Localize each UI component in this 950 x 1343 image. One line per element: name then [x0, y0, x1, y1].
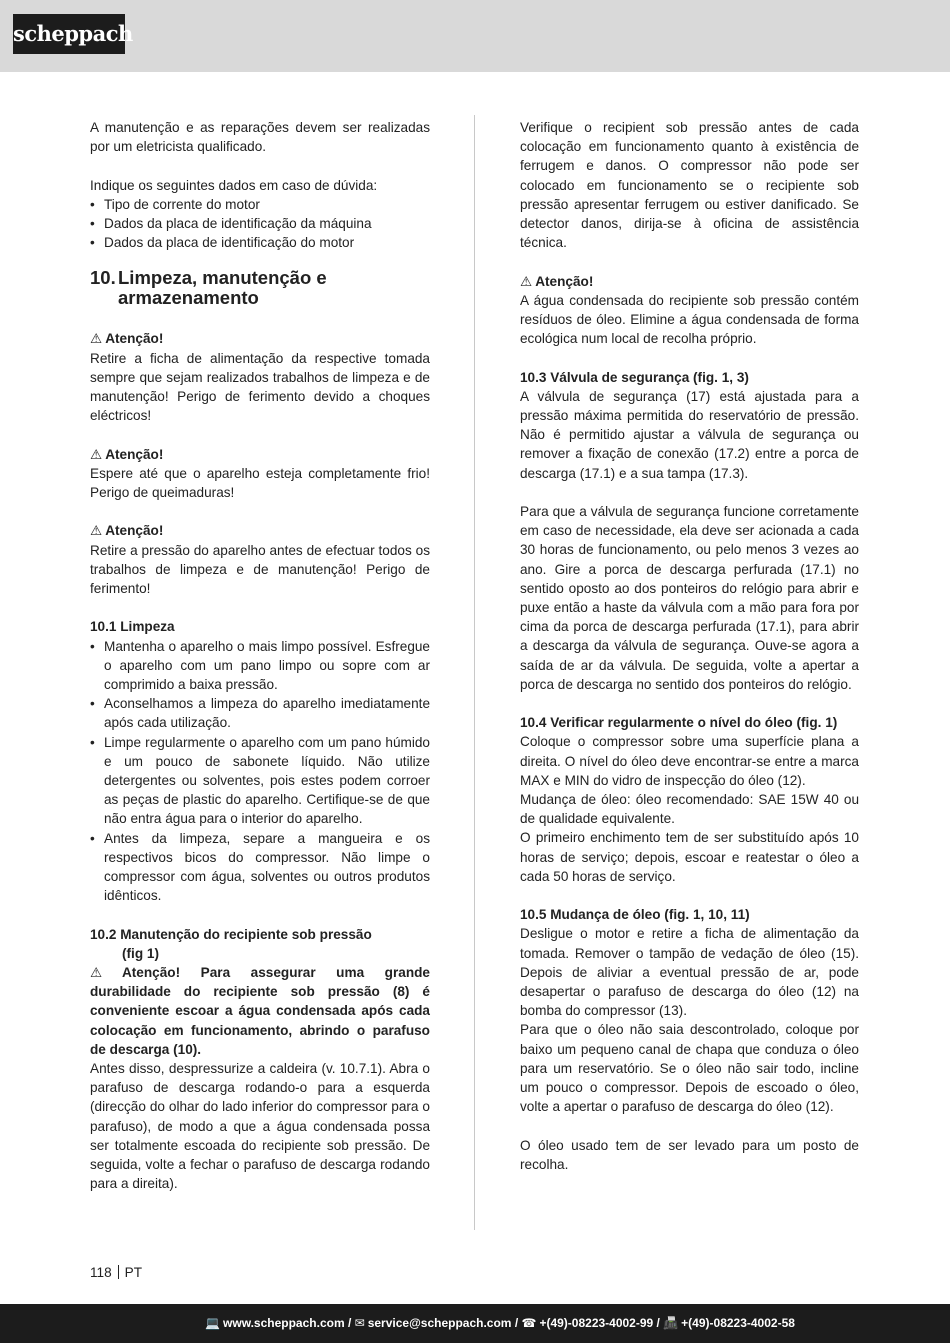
- header-bar: [0, 0, 950, 72]
- footer-separator: /: [511, 1316, 522, 1330]
- paragraph: Espere até que o aparelho esteja completamente frio! Perigo de queimaduras!: [90, 465, 430, 501]
- list-item: • Dados da placa de identificação do motor: [90, 233, 430, 252]
- footer-separator: /: [344, 1316, 355, 1330]
- paragraph: Verifique o recipient sob pressão antes de cada colocação em funcionamento quanto à existência de ferrugem e danos. O compressor não pode ser colocado em funcionamento se o recipiente sob pressão apresentar ferrugem ou estiver danificado. Se detector danos, dirija-se à oficina de assistência técnica.: [520, 120, 859, 251]
- fax-icon: 📠: [663, 1316, 679, 1330]
- subsection-title: 10.5 Mudança de óleo (fig. 1, 10, 11): [520, 907, 750, 923]
- paragraph: Desligue o motor e retire a ficha de alimentação da tomada. Remover o tampão de vedação de óleo (15). Depois de aliviar a eventual pressão de ar, pode desapertar o parafuso de descarga do óleo (12) na bomba do compressor (13).: [520, 926, 859, 1019]
- paragraph: Para que o óleo não saia descontrolado, coloque por baixo um pequeno canal de chapa que conduza o óleo para um reservatório. Se o óleo não sair todo, incline um pouco o compressor. Depois de escoado o óleo, volte a apertar o parafuso de descarga do óleo (12).: [520, 1022, 859, 1115]
- warning-heading: [90, 329, 430, 348]
- warning-text: Atenção! Para assegurar uma grande durabilidade do recipiente sob pressão (8) é conveniente escoar a água condensada após cada colocação em funcionamento, abrindo o parafuso de descarga (10).: [90, 965, 430, 1057]
- warning-label: Atenção!: [105, 331, 164, 347]
- warning-label: Atenção!: [105, 446, 164, 462]
- paragraph: O óleo usado tem de ser levado para um posto de recolha.: [520, 1137, 859, 1172]
- right-column: [520, 118, 859, 1174]
- list-item: • Aconselhamos a limpeza do aparelho imediatamente após cada utilização.: [90, 694, 430, 732]
- warning-heading: [90, 445, 430, 464]
- warning-icon: ⚠: [520, 273, 533, 289]
- subsection-title: 10.1 Limpeza: [90, 619, 175, 635]
- list-item: • Dados da placa de identificação da máquina: [90, 214, 430, 233]
- warning-label: Atenção!: [535, 273, 594, 289]
- footer-phone[interactable]: +(49)-08223-4002-99: [539, 1316, 654, 1330]
- section-heading: [90, 268, 430, 308]
- subsection-title: 10.3 Válvula de segurança (fig. 1, 3): [520, 369, 749, 385]
- column-divider: [474, 115, 475, 1230]
- bullet-list: [90, 637, 430, 906]
- list-item: • Mantenha o aparelho o mais limpo possível. Esfregue o aparelho com um pano limpo ou sopre com ar comprimido a baixa pressão.: [90, 637, 430, 695]
- list-item: • Tipo de corrente do motor: [90, 195, 430, 214]
- phone-icon: ☎: [521, 1316, 537, 1330]
- section-title: Limpeza, manutenção e armazenamento: [118, 267, 327, 309]
- scheppach-logo: scheppach: [13, 14, 125, 54]
- page-number: [90, 1265, 142, 1280]
- section-number: 10.: [90, 267, 116, 289]
- footer-fax: +(49)-08223-4002-58: [681, 1316, 795, 1330]
- left-column: [90, 118, 430, 1193]
- paragraph: Indique os seguintes dados em caso de dúvida:: [90, 177, 378, 193]
- paragraph: A água condensada do recipiente sob pressão contém resíduos de óleo. Elimine a água condensada de forma ecológica num local de recolha próprio.: [520, 292, 859, 347]
- list-item: • Antes da limpeza, separe a mangueira e os respectivos bicos do compressor. Não limpe o compressor com água, solventes ou outros produtos idênticos.: [90, 829, 430, 906]
- paragraph: Retire a pressão do aparelho antes de efectuar todos os trabalhos de limpeza e de manutenção! Perigo de ferimento!: [90, 542, 430, 597]
- paragraph: Antes disso, despressurize a caldeira (v. 10.7.1). Abra o parafuso de descarga rodando-o para a esquerda (direcção do olhar do lado inferior do compressor para o parafuso), de modo a que a água condensada possa ser totalmente escoada do recipiente sob pressão. De seguida, volte a fechar o parafuso de descarga rodando para a direita).: [90, 1061, 430, 1192]
- warning-heading: [520, 272, 859, 291]
- paragraph: Coloque o compressor sobre uma superfície plana a direita. O nível do óleo deve encontrar-se entre a marca MAX e MIN do vidro de inspecção do óleo (12).: [520, 734, 859, 788]
- subsection-title-line: 10.2 Manutenção do recipiente sob pressão: [90, 926, 372, 942]
- paragraph: Retire a ficha de alimentação da respective tomada sempre que sejam realizados trabalhos de limpeza e de manutenção! Perigo de ferimento devido a choques eléctricos!: [90, 350, 430, 424]
- warning-heading: [90, 521, 430, 540]
- paragraph: Para que a válvula de segurança funcione corretamente em caso de necessidade, ela deve ser acionada a cada 30 horas de funcionamento, ou pelo menos 3 vezes ao ano. Gire a porca de descarga perfurada (17.1) no sentido oposto ao dos ponteiros do relógio para abrir e puxe então a haste da válvula com a mão para fora por cima da porca de descarga perfurada (17.1), para abrir a descarga da válvula de segurança. Ouve-se agora a saída de ar da válvula. De seguida, volte a apertar a porca de descarga no sentido dos ponteiros do relógio.: [520, 504, 859, 692]
- warning-icon: ⚠: [90, 446, 103, 462]
- paragraph: A manutenção e as reparações devem ser realizadas por um eletricista qualificado.: [90, 120, 430, 155]
- warning-paragraph: [90, 963, 430, 1059]
- footer-email[interactable]: service@scheppach.com: [367, 1316, 512, 1330]
- list-item: • Limpe regularmente o aparelho com um pano húmido e um pouco de sabonete líquido. Não utilize detergentes ou solventes, pois estes podem corroer as peças de plastic do aparelho. Certifique-se de que não entra água para o interior do aparelho.: [90, 733, 430, 829]
- page-number-value: 118: [90, 1265, 112, 1280]
- subsection-title: 10.4 Verificar regularmente o nível do óleo (fig. 1): [520, 715, 838, 731]
- page-language: PT: [124, 1265, 143, 1280]
- computer-icon: 💻: [205, 1316, 221, 1330]
- warning-icon: ⚠: [90, 523, 103, 539]
- footer-bar: [0, 1304, 950, 1343]
- mail-icon: ✉: [354, 1316, 365, 1330]
- subsection-title: [90, 925, 430, 963]
- paragraph: Mudança de óleo: óleo recomendado: SAE 15W 40 ou de qualidade equivalente.: [520, 792, 859, 827]
- footer-website[interactable]: www.scheppach.com: [223, 1316, 345, 1330]
- paragraph: O primeiro enchimento tem de ser substituído após 10 horas de serviço; depois, escoar e reatestar o óleo a cada 50 horas de serviço.: [520, 830, 859, 884]
- warning-label: Atenção!: [105, 523, 164, 539]
- bullet-list: [90, 195, 430, 253]
- warning-icon: ⚠: [90, 331, 103, 347]
- subsection-title-line: (fig 1): [122, 945, 159, 961]
- footer-separator: /: [653, 1316, 664, 1330]
- paragraph: A válvula de segurança (17) está ajustada para a pressão máxima permitida do reservatório de pressão. Não é permitido ajustar a válvula de segurança ou remover a fixação de conexão (17.2) entre a porca de descarga (17.1) e a sua tampa (17.3).: [520, 388, 859, 481]
- warning-icon: ⚠: [90, 965, 119, 981]
